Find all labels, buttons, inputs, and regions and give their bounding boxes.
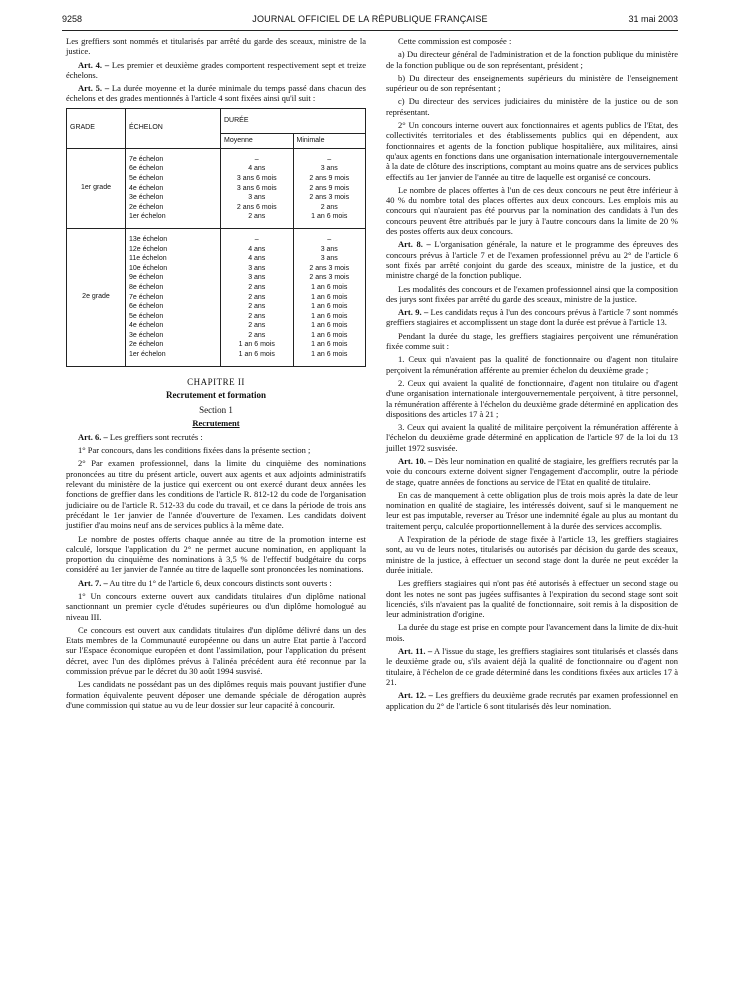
section-heading: Section 1 [199, 405, 233, 416]
table-row-grade-1 [67, 148, 366, 228]
echelon-label: 8e échelon [129, 283, 164, 291]
echelon-label: 4e échelon [129, 184, 164, 192]
paragraph: Ce concours est ouvert aux candidats titulaires d'un diplôme délivré dans un des Etats membres de la Communauté européenne ou dans un autre Etat partie à l'accord sur l'Espace économique européen et dont l'assimilation, pour l'application du présent décret, avec l'un des diplômes prévus à l'alinéa précédent aura été reconnue par la commission prévue par le décret du 30 août 1994 susvisé. [66, 624, 366, 677]
echelon-label: 6e échelon [129, 165, 164, 173]
paragraph: b) Du directeur des enseignements supérieurs du ministère de l'enseignement supérieur ou de son représentant ; [386, 72, 678, 94]
echelon-label: 1er échelon [129, 213, 166, 221]
page-number: 9258 [62, 14, 83, 24]
paragraph: Pendant la durée du stage, les greffiers stagiaires perçoivent une rémunération fixée comme suit : [386, 330, 678, 352]
article-text: Les greffiers du deuxième grade recrutés par examen professionnel en application du 2° de l'article 6 sont titularisés dès leur nomination. [386, 690, 678, 711]
duree-moyenne: 2 ans [248, 293, 266, 301]
duree-moyenne: 1 an 6 mois [238, 351, 275, 359]
duree-moyenne: 3 ans 6 mois [236, 174, 277, 182]
duree-minimale: 1 an 6 mois [311, 283, 348, 291]
duree-minimale: 3 ans [320, 245, 338, 253]
duree-moyenne: – [254, 235, 259, 243]
paragraph: La durée du stage est prise en compte pour l'avancement dans la limite de dix-huit mois. [386, 622, 678, 643]
article-text: Dès leur nomination en qualité de stagiaire, les greffiers recrutés par la voie du concours externe doivent signer l'engagement d'accomplir, outre la période de stage, quatre années de fonctions au service de l'Etat en qualité de titulaire. [386, 455, 678, 487]
issue-date: 31 mai 2003 [628, 14, 678, 24]
duree-moyenne: 4 ans [248, 245, 266, 253]
article-7 [66, 578, 366, 588]
duree-minimale: 1 an 6 mois [311, 293, 348, 301]
duree-minimale: – [327, 155, 332, 163]
grade-name: 2e grade [67, 228, 126, 366]
paragraph: 2° Par examen professionnel, dans la limite du cinquième des nominations prononcées au titre du présent article, ouvert aux agents et aux adjoints administratifs relevant du ministère de la justice qui exercent ou ont exercé durant deux années les fonctions de greffier dans les conditions de l'article R. 812-12 du code de l'organisation judiciaire ou de l'article R. 512-33 du code du travail, et ce dans la période de trois ans précédant le 1er janvier de l'année d'ouverture de l'examen. Les candidats doivent justifier d'au moins neuf ans de services publics à la même date. [66, 458, 366, 531]
article-label: Art. 11. – [398, 646, 433, 657]
col-minimale-header: Minimale [293, 133, 366, 148]
duree-moyenne: – [254, 155, 259, 163]
duree-minimale: 1 an 6 mois [311, 341, 348, 349]
echelon-label: 9e échelon [129, 274, 164, 282]
echelon-duration-table [66, 108, 366, 367]
paragraph: Les greffiers stagiaires qui n'ont pas été autorisés à effectuer un second stage ou dont les notes ne sont pas jugées suffisantes à l'expiration du second stage sont soit licenciés, s'ils n'avaient pas la qualité de fonctionnaire, soit remis à la disposition de leur administration d'origine. [386, 578, 678, 620]
echelon-label: 12e échelon [129, 245, 168, 253]
article-label: Art. 5. – [78, 83, 110, 94]
duree-minimale: 1 an 6 mois [311, 312, 348, 320]
right-column [386, 36, 678, 714]
chapter-title: Recrutement et formation [166, 389, 266, 400]
echelon-label: 2e échelon [129, 203, 164, 211]
duree-moyenne: 2 ans [248, 303, 266, 311]
duree-moyenne: 2 ans [248, 312, 266, 320]
echelon-label: 7e échelon [129, 155, 164, 163]
article-9 [386, 307, 678, 328]
duree-minimale: 2 ans 3 mois [309, 274, 350, 282]
article-label: Art. 12. – [398, 690, 433, 701]
duree-minimale: 3 ans [320, 165, 338, 173]
duree-minimale: – [327, 235, 332, 243]
duree-moyenne: 3 ans [248, 274, 266, 282]
paragraph: Le nombre de postes offerts chaque année au titre de la promotion interne est calculé, lorsque l'application du 2° ne permet aucune nomination, en appliquant la proportion du cinquième des nominations à 3,5 % de l'effectif budgétaire du corps considéré au 1er janvier de l'année au titre de laquelle sont prononcées les nominations. [66, 533, 366, 575]
article-11 [386, 646, 678, 687]
grade-name: 1er grade [67, 148, 126, 228]
article-12 [386, 690, 678, 711]
duree-moyenne: 3 ans [248, 264, 266, 272]
echelon-label: 5e échelon [129, 312, 164, 320]
col-moyenne-header: Moyenne [221, 133, 294, 148]
echelon-label: 5e échelon [129, 174, 164, 182]
duree-minimale: 3 ans [320, 255, 338, 263]
paragraph: c) Du directeur des services judiciaires du ministère de la justice ou de son représentant. [386, 96, 678, 117]
article-label: Art. 7. – [78, 577, 108, 588]
article-label: Art. 9. – [398, 307, 429, 318]
echelon-label: 3e échelon [129, 331, 164, 339]
duree-minimale: 1 an 6 mois [311, 331, 348, 339]
article-text: L'organisation générale, la nature et le programme des épreuves des concours prévus à l'article 7 et de l'examen professionnel prévu au 2° de l'article 6 sont fixés par arrêté conjoint du garde des sceaux, ministre de la justice, et du ministre chargé de la fonction publique. [386, 239, 678, 281]
paragraph: a) Du directeur général de l'administration et de la fonction publique du ministère de la fonction publique ou de son représentant, président ; [386, 49, 678, 70]
duree-minimale: 2 ans [320, 203, 338, 211]
echelon-label: 3e échelon [129, 194, 164, 202]
duree-minimale: 2 ans 3 mois [309, 194, 350, 202]
echelon-label: 10e échelon [129, 264, 168, 272]
paragraph: 1° Un concours externe ouvert aux candidats titulaires d'un diplôme national sanctionnant un premier cycle d'études supérieures ou d'un diplôme homologué au niveau III. [66, 591, 366, 622]
paragraph: Le nombre de places offertes à l'un de ces deux concours ne peut être inférieur à 40 % du nombre total des places offertes aux deux concours. Les emplois mis au concours qui n'auraient pas été pourvus par la nomination des candidats à l'un des concours peuvent être attribués par le jury à l'autre concours dans la limite de 20 % des postes offerts aux deux concours. [386, 184, 678, 237]
duree-moyenne: 1 an 6 mois [238, 341, 275, 349]
duree-minimale: 1 an 6 mois [311, 322, 348, 330]
duree-moyenne: 2 ans [248, 283, 266, 291]
duree-moyenne: 4 ans [248, 255, 266, 263]
paragraph: Les candidats ne possédant pas un des diplômes requis mais pouvant justifier d'une formation équivalente peuvent déposer une demande spéciale de dérogation auprès d'une commission qui statue au vu de leur dossier sur leur capacité à concourir. [66, 679, 366, 710]
duree-minimale: 2 ans 9 mois [309, 174, 350, 182]
echelon-label: 7e échelon [129, 293, 164, 301]
chapter-heading: CHAPITRE II [187, 376, 245, 387]
paragraph: 2. Ceux qui avaient la qualité de fonctionnaire, d'agent non titulaire ou d'agent d'une organisation internationale intergouvernementale perçoivent, à titre personnel, la rémunération afférente à l'échelon du deuxième grade déterminé en application des dispositions des articles 17 à 21 ; [386, 377, 678, 419]
echelon-label: 1er échelon [129, 351, 166, 359]
paragraph: 1° Par concours, dans les conditions fixées dans la présente section ; [78, 445, 311, 456]
article-text: La durée moyenne et la durée minimale du temps passé dans chacun des échelons et des grades mentionnés à l'article 4 sont fixées ainsi qu'il suit : [66, 83, 366, 104]
duree-minimale: 1 an 6 mois [311, 351, 348, 359]
article-label: Art. 10. – [398, 455, 433, 466]
paragraph: Les greffiers sont nommés et titularisés par arrêté du garde des sceaux, ministre de la justice. [66, 36, 366, 57]
article-label: Art. 4. – [78, 59, 110, 70]
duree-moyenne: 3 ans [248, 194, 266, 202]
echelon-label: 6e échelon [129, 303, 164, 311]
page-header [62, 14, 678, 28]
col-grade-header: GRADE [67, 108, 126, 148]
article-10 [386, 456, 678, 487]
echelon-label: 11e échelon [129, 255, 167, 263]
article-label: Art. 6. – [78, 431, 108, 442]
paragraph: En cas de manquement à cette obligation plus de trois mois après la date de leur nomination en qualité de stagiaire, les intéressés doivent, sauf si le manquement ne leur est pas imputable, reverser au Trésor une indemnité égale au plus au montant du traitement perçu, calculée proportionnellement à la durée des services accomplis. [386, 489, 678, 531]
header-rule [62, 30, 678, 31]
article-label: Art. 8. – [398, 239, 431, 250]
duree-moyenne: 2 ans 6 mois [236, 203, 277, 211]
duree-moyenne: 2 ans [248, 322, 266, 330]
article-6 [66, 432, 366, 442]
paragraph: Les modalités des concours et de l'examen professionnel ainsi que la composition des jurys sont fixées par arrêté du garde des sceaux, ministre de la justice. [386, 283, 678, 304]
duree-moyenne: 2 ans [248, 213, 266, 221]
article-text: Au titre du 1° de l'article 6, deux concours distincts sont ouverts : [107, 577, 332, 588]
article-8 [386, 239, 678, 280]
duree-minimale: 1 an 6 mois [311, 303, 348, 311]
paragraph: 1. Ceux qui n'avaient pas la qualité de fonctionnaire ou d'agent non titulaire perçoivent la rémunération afférente au premier échelon du deuxième grade ; [386, 354, 678, 375]
duree-minimale: 2 ans 3 mois [309, 264, 350, 272]
article-4 [66, 60, 366, 81]
duree-moyenne: 4 ans [248, 165, 266, 173]
paragraph: A l'expiration de la période de stage fixée à l'article 13, les greffiers stagiaires sont, au vu de leurs notes, titularisés ou autorisés par décision du garde des sceaux, ministre de la justice, à effectuer un second stage dont la durée ne peut excéder la durée initiale. [386, 534, 678, 575]
paragraph: Cette commission est composée : [398, 36, 512, 46]
col-duree-header: DURÉE [221, 108, 366, 133]
echelon-label: 4e échelon [129, 322, 164, 330]
left-column [66, 36, 366, 713]
table-row-grade-2 [67, 228, 366, 366]
section-title: Recrutement [192, 417, 240, 428]
duree-minimale: 2 ans 9 mois [309, 184, 350, 192]
article-text: Les premier et deuxième grades comportent respectivement sept et treize échelons. [66, 59, 366, 80]
echelon-label: 13e échelon [129, 235, 168, 243]
duree-moyenne: 3 ans 6 mois [236, 184, 277, 192]
article-text: Les greffiers sont recrutés : [107, 431, 203, 442]
article-text: Les candidats reçus à l'un des concours prévus à l'article 7 sont nommés greffiers stagiaires et accomplissent un stage dont la durée est prévue à l'article 13. [386, 307, 678, 328]
paragraph: 2° Un concours interne ouvert aux fonctionnaires et agents publics de l'Etat, des collectivités territoriales et des établissements publics qui en dépendent, aux fonctionnaires et agents de la fonction publique hospitalière, aux militaires, ainsi qu'aux agents en fonctions dans une organisation internationale intergouvernementale à la date de clôture des inscriptions, comptant au moins quatre ans de services publics effectifs au 1er janvier de l'année au titre de laquelle est organisé ce concours. [386, 120, 678, 182]
duree-moyenne: 2 ans [248, 331, 266, 339]
article-5 [66, 83, 366, 104]
article-text: A l'issue du stage, les greffiers stagiaires sont titularisés et classés dans le deuxième grade ou, s'ils avaient déjà la qualité de fonctionnaire ou d'agent non titulaire, à l'échelon de ce grade déterminé dans les conditions fixées aux articles 17 à 21. [386, 646, 678, 687]
col-echelon-header: ÉCHELON [126, 108, 221, 148]
journal-title: JOURNAL OFFICIEL DE LA RÉPUBLIQUE FRANÇAISE [252, 14, 488, 24]
paragraph: 3. Ceux qui avaient la qualité de militaire perçoivent la rémunération afférente à l'échelon du deuxième grade déterminé en application de l'article 97 de la loi du 13 juillet 1972 susvisée. [386, 422, 678, 453]
echelon-label: 2e échelon [129, 341, 164, 349]
duree-minimale: 1 an 6 mois [311, 213, 348, 221]
